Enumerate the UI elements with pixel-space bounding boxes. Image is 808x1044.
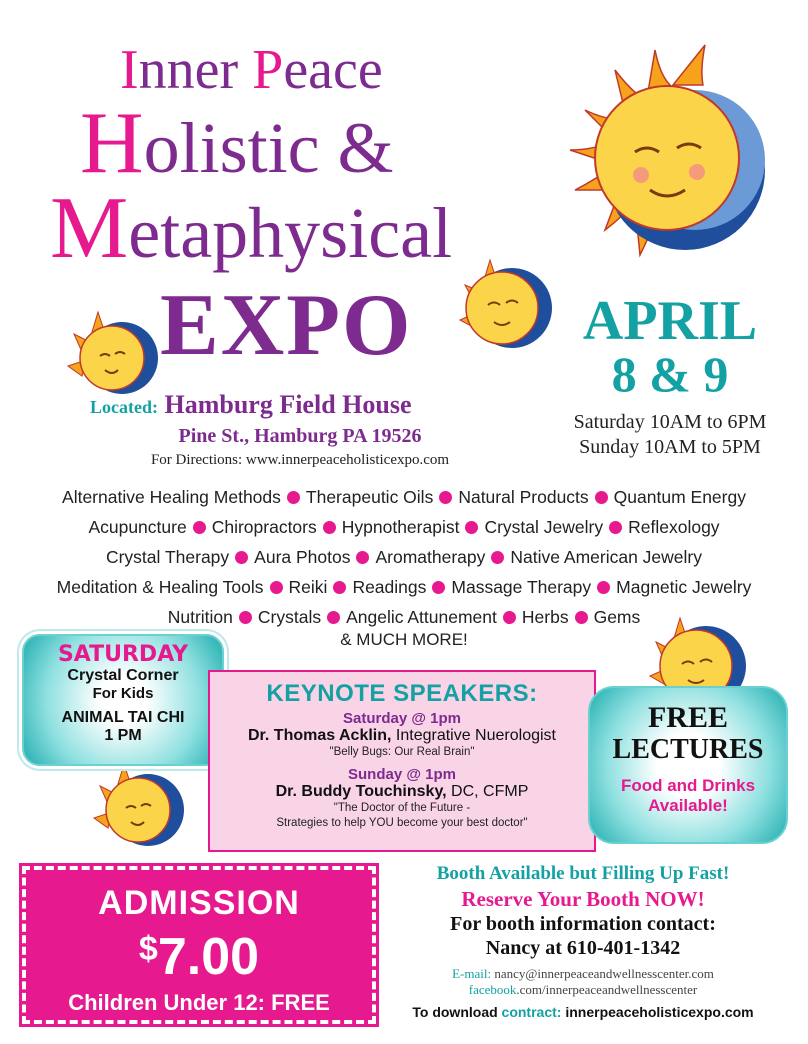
venue-name: Hamburg Field House bbox=[164, 390, 412, 419]
saturday-box-line: 1 PM bbox=[104, 727, 142, 744]
title-line-3 bbox=[50, 180, 453, 277]
bullet-dot-icon bbox=[465, 521, 478, 534]
booth-availability: Booth Available but Filling Up Fast! bbox=[436, 863, 730, 884]
service-item: Nutrition bbox=[167, 607, 233, 627]
bullet-dot-icon bbox=[323, 521, 336, 534]
venue-address: Pine St., Hamburg PA 19526 bbox=[178, 425, 422, 447]
service-item: Hypnotherapist bbox=[341, 517, 460, 537]
service-item: Meditation & Healing Tools bbox=[56, 577, 264, 597]
saturday-box-line: For Kids bbox=[92, 685, 154, 702]
bullet-dot-icon bbox=[327, 611, 340, 624]
admission-box bbox=[22, 866, 376, 1024]
available-label: Available! bbox=[648, 796, 728, 815]
services-more: & MUCH MORE! bbox=[340, 630, 468, 649]
service-item: Alternative Healing Methods bbox=[62, 487, 281, 507]
services-row bbox=[20, 602, 788, 632]
free-lectures-box bbox=[588, 686, 788, 844]
keynote-sun-talk: "The Doctor of the Future - bbox=[333, 802, 471, 814]
keynote-box bbox=[208, 670, 596, 852]
title-cap: I bbox=[120, 39, 139, 101]
keynote-sun-time: Sunday @ 1pm bbox=[348, 766, 456, 783]
speaker-role: Integrative Nuerologist bbox=[391, 727, 556, 744]
download-contract[interactable] bbox=[378, 1004, 788, 1020]
lectures-label: LECTURES bbox=[612, 734, 764, 765]
bullet-dot-icon bbox=[235, 551, 248, 564]
bullet-dot-icon bbox=[432, 581, 445, 594]
title-text: olistic & bbox=[143, 108, 394, 188]
bullet-dot-icon bbox=[575, 611, 588, 624]
saturday-hours: Saturday 10AM to 6PM bbox=[573, 411, 767, 433]
location bbox=[90, 390, 510, 420]
price-symbol: $ bbox=[138, 930, 158, 968]
food-drinks-label: Food and Drinks bbox=[620, 776, 756, 795]
keynote-sat-talk: "Belly Bugs: Our Real Brain" bbox=[329, 746, 475, 758]
bullet-dot-icon bbox=[270, 581, 283, 594]
download-label: contract: bbox=[501, 1004, 562, 1020]
email-label: E-mail: bbox=[452, 966, 492, 981]
bullet-dot-icon bbox=[239, 611, 252, 624]
service-item: Quantum Energy bbox=[613, 487, 746, 507]
facebook-label: facebook bbox=[468, 982, 517, 997]
service-item: Gems bbox=[593, 607, 641, 627]
title-cap: H bbox=[80, 95, 144, 192]
speaker-name: Dr. Buddy Touchinsky, bbox=[275, 783, 447, 800]
children-admission: Children Under 12: FREE bbox=[68, 990, 330, 1015]
admission-label: ADMISSION bbox=[98, 884, 300, 922]
title-text: nner bbox=[138, 39, 253, 101]
bullet-dot-icon bbox=[597, 581, 610, 594]
event-days: 8 & 9 bbox=[611, 346, 729, 402]
keynote-sat-speaker bbox=[210, 727, 594, 745]
download-pre: To download bbox=[412, 1004, 502, 1020]
bullet-dot-icon bbox=[193, 521, 206, 534]
services-row bbox=[20, 512, 788, 542]
service-item: Chiropractors bbox=[211, 517, 317, 537]
service-item: Reiki bbox=[288, 577, 328, 597]
bullet-dot-icon bbox=[333, 581, 346, 594]
contact-facebook[interactable] bbox=[378, 982, 788, 998]
event-hours bbox=[550, 410, 790, 460]
bullet-dot-icon bbox=[595, 491, 608, 504]
saturday-box-line: Crystal Corner bbox=[67, 667, 179, 684]
service-item: Angelic Attunement bbox=[346, 607, 497, 627]
facebook-path: .com/innerpeaceandwellnesscenter bbox=[516, 982, 698, 997]
sun-moon-small-icon bbox=[86, 758, 196, 858]
title-cap: P bbox=[252, 39, 284, 101]
download-url: innerpeaceholisticexpo.com bbox=[561, 1004, 754, 1020]
service-item: Magnetic Jewelry bbox=[616, 577, 752, 597]
service-item: Therapeutic Oils bbox=[305, 487, 434, 507]
service-item: Reflexology bbox=[628, 517, 720, 537]
keynote-sat-time: Saturday @ 1pm bbox=[343, 710, 461, 727]
title-expo: EXPO bbox=[160, 277, 413, 374]
bullet-dot-icon bbox=[609, 521, 622, 534]
services-row bbox=[20, 482, 788, 512]
service-item: Herbs bbox=[521, 607, 569, 627]
services-list bbox=[20, 482, 788, 632]
price-value: 7.00 bbox=[157, 928, 260, 986]
booth-reserve: Reserve Your Booth NOW! bbox=[461, 887, 705, 911]
bullet-dot-icon bbox=[439, 491, 452, 504]
contact-email[interactable] bbox=[378, 966, 788, 982]
service-item: Aura Photos bbox=[254, 547, 351, 567]
keynote-sun-talk: Strategies to help YOU become your best doctor" bbox=[276, 817, 528, 829]
service-item: Crystal Therapy bbox=[105, 547, 230, 567]
sunday-hours: Sunday 10AM to 5PM bbox=[579, 436, 761, 458]
speaker-name: Dr. Thomas Acklin, bbox=[248, 727, 392, 744]
services-row bbox=[20, 542, 788, 572]
event-month: APRIL bbox=[582, 290, 758, 352]
booth-contact-label: For booth information contact: bbox=[450, 913, 716, 935]
sun-moon-large-icon bbox=[555, 40, 795, 270]
title-cap: M bbox=[50, 180, 129, 277]
sun-moon-small-icon bbox=[450, 250, 560, 360]
service-item: Natural Products bbox=[458, 487, 589, 507]
email-address: nancy@innerpeaceandwellnesscenter.com bbox=[491, 966, 714, 981]
services-row bbox=[20, 572, 788, 602]
directions-link[interactable]: For Directions: www.innerpeaceholisticexpo.com bbox=[150, 452, 450, 468]
service-item: Readings bbox=[352, 577, 427, 597]
booth-contact-phone: Nancy at 610-401-1342 bbox=[485, 937, 681, 959]
service-item: Crystal Jewelry bbox=[484, 517, 604, 537]
title-line-2 bbox=[80, 95, 394, 192]
service-item: Acupuncture bbox=[88, 517, 187, 537]
title-text: eace bbox=[283, 39, 383, 101]
bullet-dot-icon bbox=[503, 611, 516, 624]
keynote-title: KEYNOTE SPEAKERS: bbox=[266, 680, 538, 707]
service-item: Massage Therapy bbox=[451, 577, 592, 597]
bullet-dot-icon bbox=[287, 491, 300, 504]
bullet-dot-icon bbox=[491, 551, 504, 564]
bullet-dot-icon bbox=[356, 551, 369, 564]
service-item: Native American Jewelry bbox=[510, 547, 703, 567]
location-label: Located: bbox=[90, 397, 158, 417]
free-label: FREE bbox=[647, 701, 728, 734]
saturday-box-title: SATURDAY bbox=[57, 642, 189, 667]
speaker-role: DC, CFMP bbox=[446, 783, 529, 800]
booth-info bbox=[378, 862, 788, 1020]
title-text: etaphysical bbox=[128, 193, 453, 273]
service-item: Aromatherapy bbox=[375, 547, 486, 567]
saturday-box-line: ANIMAL TAI CHI bbox=[61, 709, 185, 726]
saturday-kids-box bbox=[22, 634, 224, 766]
service-item: Crystals bbox=[257, 607, 322, 627]
keynote-sun-speaker bbox=[210, 783, 594, 801]
title-line-1 bbox=[120, 40, 383, 100]
admission-price bbox=[26, 922, 372, 984]
